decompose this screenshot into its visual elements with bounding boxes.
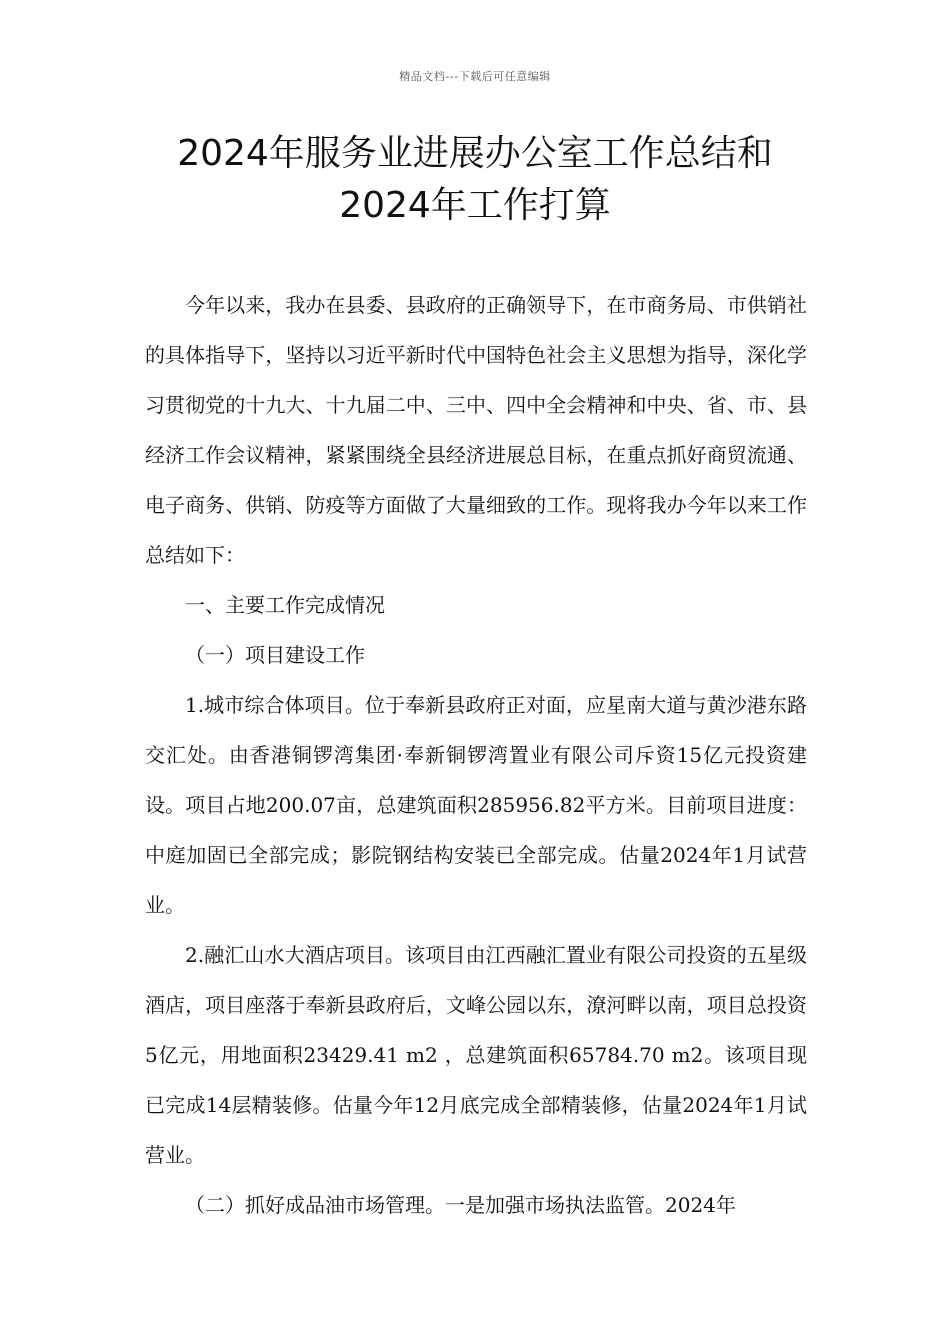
section-heading-1: 一、主要工作完成情况	[185, 593, 385, 617]
subsection-heading-1: （一）项目建设工作	[185, 643, 365, 667]
paragraph-project-2: 2.融汇山水大酒店项目。该项目由江西融汇置业有限公司投资的五星级酒店，项目座落于奉新县政府后，文峰公园以东，潦河畔以南，项目总投资5亿元，用地面积23429.41 m2 ，总建筑面积65784.70 m2。该项目现已完成14层精装修。估量今年12月底完成全部精装修，估量2024年1月试营业。	[145, 943, 807, 1167]
title-line-1: 2024年服务业进展办公室工作总结和	[177, 133, 773, 174]
document-body	[145, 280, 807, 1230]
document-title	[120, 128, 830, 232]
paragraph-project-1: 1.城市综合体项目。位于奉新县政府正对面，应星南大道与黄沙港东路交汇处。由香港铜锣湾集团·奉新铜锣湾置业有限公司斥资15亿元投资建设。项目占地200.07亩，总建筑面积285956.82平方米。目前项目进度：中庭加固已全部完成；影院钢结构安装已全部完成。估量2024年1月试营业。	[145, 693, 807, 917]
paragraph-intro: 今年以来，我办在县委、县政府的正确领导下，在市商务局、市供销社的具体指导下，坚持以习近平新时代中国特色社会主义思想为指导，深化学习贯彻党的十九大、十九届二中、三中、四中全会精神和中央、省、市、县经济工作会议精神，紧紧围绕全县经济进展总目标，在重点抓好商贸流通、电子商务、供销、防疫等方面做了大量细致的工作。现将我办今年以来工作总结如下：	[145, 293, 807, 567]
title-line-2: 2024年工作打算	[339, 185, 611, 226]
header-note: 精品文档---下载后可任意编辑	[399, 70, 551, 83]
paragraph-oil-market: （二）抓好成品油市场管理。一是加强市场执法监管。2024年	[185, 1193, 736, 1217]
